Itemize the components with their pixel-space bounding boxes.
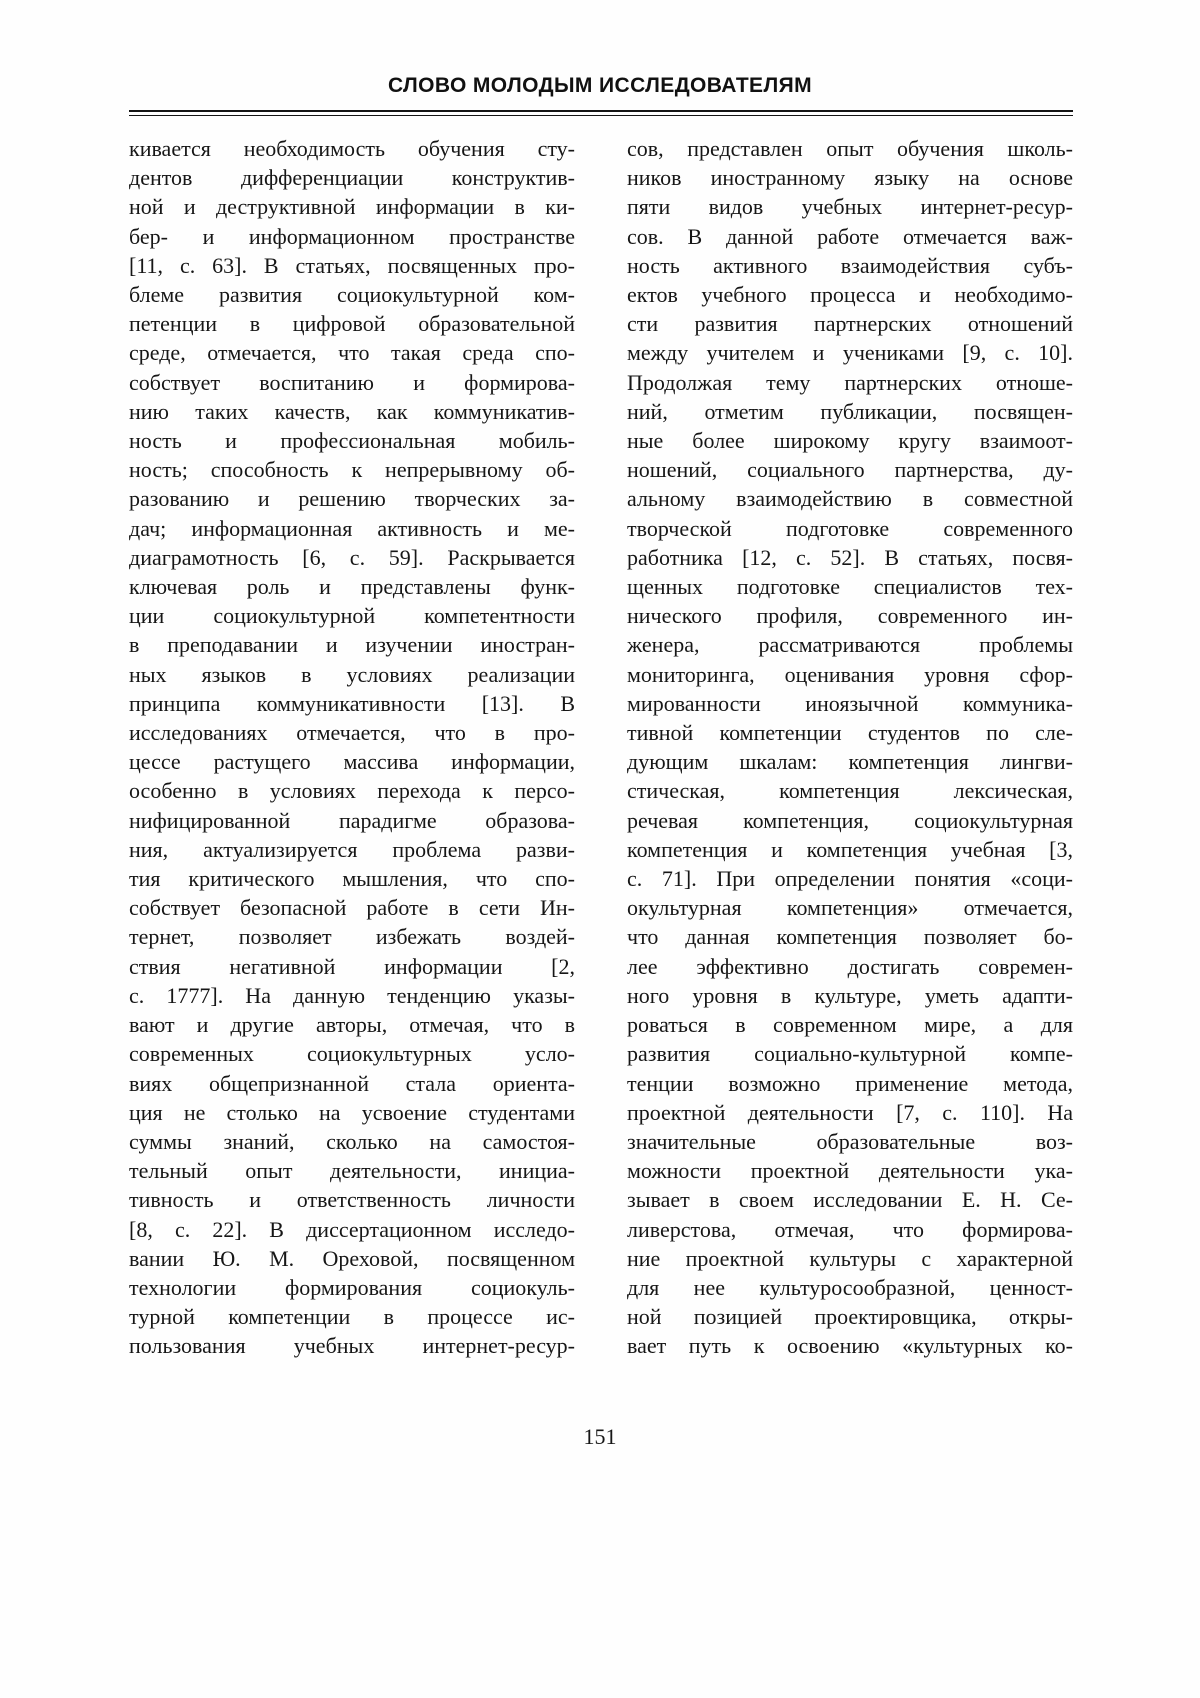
text-line: развития социально-культурной компе- <box>627 1041 1073 1067</box>
text-line: дующим шкалам: компетенция лингви- <box>627 749 1073 775</box>
text-line: мированности иноязычной коммуника- <box>627 690 1073 716</box>
text-line: значительные образовательные воз- <box>627 1128 1073 1154</box>
text-line: тивность и ответственность личности <box>129 1187 575 1213</box>
text-line: с. 71]. При определении понятия «соци- <box>627 866 1073 892</box>
text-line: между учителем и учениками [9, с. 10]. <box>627 340 1073 366</box>
text-line: [11, с. 63]. В статьях, посвященных про- <box>129 252 575 278</box>
text-line: зывает в своем исследовании Е. Н. Се- <box>627 1187 1073 1213</box>
text-line: Продолжая тему партнерских отноше- <box>627 369 1073 395</box>
text-line: ной и деструктивной информации в ки- <box>129 194 575 220</box>
text-line: с. 1777]. На данную тенденцию указы- <box>129 982 575 1008</box>
right-column <box>627 134 1073 1361</box>
text-line: нического профиля, современного ин- <box>627 603 1073 629</box>
text-line: суммы знаний, сколько на самостоя- <box>129 1128 575 1154</box>
text-line: компетенция и компетенция учебная [3, <box>627 836 1073 862</box>
page-number: 151 <box>583 1424 617 1449</box>
text-line: ключевая роль и представлены функ- <box>129 574 575 600</box>
text-line: диаграмотность [6, с. 59]. Раскрывается <box>129 544 575 570</box>
text-line: тельный опыт деятельности, инициа- <box>129 1158 575 1184</box>
text-line: дач; информационная активность и ме- <box>129 515 575 541</box>
text-line: нию таких качеств, как коммуникатив- <box>129 398 575 424</box>
text-line: можности проектной деятельности ука- <box>627 1158 1073 1184</box>
text-line: турной компетенции в процессе ис- <box>129 1304 575 1330</box>
text-line: вает путь к освоению «культурных ко- <box>627 1333 1073 1359</box>
text-line: сов, представлен опыт обучения школь- <box>627 136 1073 161</box>
text-line: ливерстова, отмечая, что формирова- <box>627 1216 1073 1242</box>
text-line: ние проектной культуры с характерной <box>627 1245 1073 1271</box>
text-line: собствует воспитанию и формирова- <box>129 369 575 395</box>
text-line: сти развития партнерских отношений <box>627 311 1073 337</box>
text-columns <box>129 134 1073 1361</box>
left-column <box>129 134 575 1361</box>
text-line: собствует безопасной работе в сети Ин- <box>129 895 575 921</box>
text-line: цессе растущего массива информации, <box>129 749 575 775</box>
text-line: петенции в цифровой образовательной <box>129 311 575 337</box>
text-line: пользования учебных интернет-ресур- <box>129 1333 575 1359</box>
text-line: тивной компетенции студентов по сле- <box>627 720 1073 746</box>
text-line: ектов учебного процесса и необходимо- <box>627 282 1073 308</box>
text-line: речевая компетенция, социокультурная <box>627 807 1073 833</box>
text-line: ные более широкому кругу взаимоот- <box>627 428 1073 454</box>
text-line: исследованиях отмечается, что в про- <box>129 720 575 746</box>
text-line: сов. В данной работе отмечается важ- <box>627 223 1073 249</box>
text-line: щенных подготовке специалистов тех- <box>627 574 1073 600</box>
text-line: ствия негативной информации [2, <box>129 953 575 979</box>
text-line: вании Ю. М. Ореховой, посвященном <box>129 1245 575 1271</box>
text-line: роваться в современном мире, а для <box>627 1012 1073 1038</box>
text-line: работника [12, с. 52]. В статьях, посвя- <box>627 544 1073 570</box>
text-line: ной позицией проектировщика, откры- <box>627 1304 1073 1330</box>
running-head: СЛОВО МОЛОДЫМ ИССЛЕДОВАТЕЛЯМ <box>387 74 812 97</box>
text-line: альному взаимодействию в совместной <box>627 486 1073 512</box>
text-line: что данная компетенция позволяет бо- <box>627 924 1073 950</box>
text-line: мониторинга, оценивания уровня сфор- <box>627 661 1073 687</box>
text-line: ношений, социального партнерства, ду- <box>627 457 1073 483</box>
text-line: ных языков в условиях реализации <box>129 661 575 687</box>
text-line: [8, с. 22]. В диссертационном исследо- <box>129 1216 575 1242</box>
text-line: ции социокультурной компетентности <box>129 603 575 629</box>
text-line: ция не столько на усвоение студентами <box>129 1099 575 1125</box>
header-rule <box>129 110 1073 116</box>
text-line: ния, актуализируется проблема разви- <box>129 836 575 862</box>
text-line: вают и другие авторы, отмечая, что в <box>129 1012 575 1038</box>
text-line: пяти видов учебных интернет-ресур- <box>627 194 1073 220</box>
text-line: ность; способность к непрерывному об- <box>129 457 575 483</box>
text-line: тернет, позволяет избежать воздей- <box>129 924 575 950</box>
text-line: виях общепризнанной стала ориента- <box>129 1070 575 1096</box>
text-line: творческой подготовке современного <box>627 515 1073 541</box>
text-line: дентов дифференциации конструктив- <box>129 165 575 191</box>
text-line: тия критического мышления, что спо- <box>129 866 575 892</box>
text-line: блеме развития социокультурной ком- <box>129 282 575 308</box>
text-line: нифицированной парадигме образова- <box>129 807 575 833</box>
text-line: ного уровня в культуре, уметь адапти- <box>627 982 1073 1008</box>
text-line: особенно в условиях перехода к персо- <box>129 778 575 804</box>
text-line: для нее культуросообразной, ценност- <box>627 1274 1073 1300</box>
text-line: принципа коммуникативности [13]. В <box>129 690 575 716</box>
text-line: ность активного взаимодействия субъ- <box>627 252 1073 278</box>
text-line: проектной деятельности [7, с. 110]. На <box>627 1099 1073 1125</box>
text-line: тенции возможно применение метода, <box>627 1070 1073 1096</box>
text-line: технологии формирования социокуль- <box>129 1274 575 1300</box>
text-line: разованию и решению творческих за- <box>129 486 575 512</box>
text-line: современных социокультурных усло- <box>129 1041 575 1067</box>
text-line: женера, рассматриваются проблемы <box>627 632 1073 658</box>
text-line: среде, отмечается, что такая среда спо- <box>129 340 575 366</box>
text-line: ний, отметим публикации, посвящен- <box>627 398 1073 424</box>
text-line: лее эффективно достигать современ- <box>627 953 1073 979</box>
text-line: окультурная компетенция» отмечается, <box>627 895 1073 921</box>
text-line: ность и профессиональная мобиль- <box>129 428 575 454</box>
text-line: бер- и информационном пространстве <box>129 223 575 249</box>
text-line: в преподавании и изучении иностран- <box>129 632 575 658</box>
text-line: ников иностранному языку на основе <box>627 165 1073 191</box>
text-line: стическая, компетенция лексическая, <box>627 778 1073 804</box>
text-line: кивается необходимость обучения сту- <box>129 136 575 161</box>
